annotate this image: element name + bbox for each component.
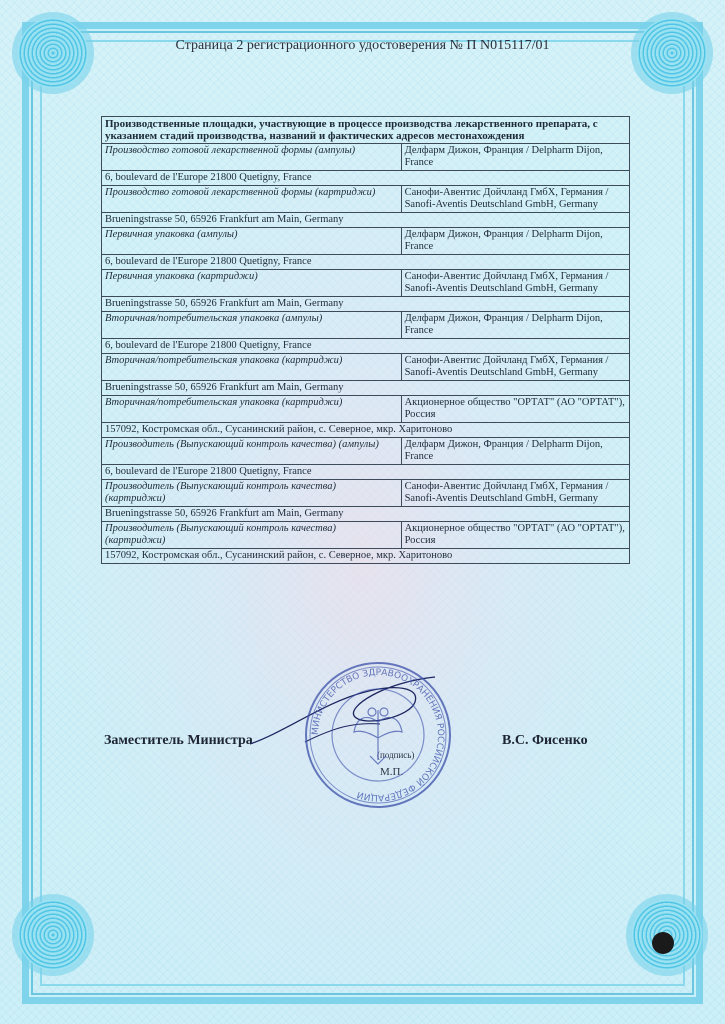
stage-cell: Производство готовой лекарственной формы (ампулы) [102, 144, 402, 171]
page-title: Страница 2 регистрационного удостоверения № П N015117/01 [175, 38, 550, 53]
organization-cell: Санофи-Авентис Дойчланд ГмбХ, Германия / Sanofi-Aventis Deutschland GmbH, Germany [401, 480, 629, 507]
address-cell: Brueningstrasse 50, 65926 Frankfurt am Main, Germany [102, 213, 630, 228]
seal-place-caption: М.П. [380, 766, 404, 778]
organization-cell: Делфарм Дижон, Франция / Delpharm Dijon, France [401, 228, 629, 255]
address-cell: Brueningstrasse 50, 65926 Frankfurt am Main, Germany [102, 297, 630, 312]
table-header-row [102, 117, 630, 144]
table-row [102, 354, 630, 381]
signatory-name: В.С. Фисенко [502, 733, 588, 748]
organization-cell: Акционерное общество "ОРТАТ" (АО "ОРТАТ"), Россия [401, 522, 629, 549]
table-header: Производственные площадки, участвующие в процессе производства лекарственного препарата, с указанием стадий производства, названий и фактических адресов местонахождения [102, 117, 630, 144]
punch-hole [652, 932, 674, 954]
address-cell: Brueningstrasse 50, 65926 Frankfurt am Main, Germany [102, 381, 630, 396]
table-row [102, 465, 630, 480]
stage-cell: Производитель (Выпускающий контроль качества) (картриджи) [102, 522, 402, 549]
eagle-emblem-icon [354, 708, 402, 764]
official-seal [298, 660, 458, 810]
signatory-position: Заместитель Министра [104, 733, 253, 748]
address-cell: 6, boulevard de l'Europe 21800 Quetigny, France [102, 339, 630, 354]
table-row [102, 255, 630, 270]
stage-cell: Вторичная/потребительская упаковка (картриджи) [102, 354, 402, 381]
organization-cell: Делфарм Дижон, Франция / Delpharm Dijon, France [401, 438, 629, 465]
table-row [102, 339, 630, 354]
table-row [102, 438, 630, 465]
table-row [102, 396, 630, 423]
address-cell: 6, boulevard de l'Europe 21800 Quetigny, France [102, 171, 630, 186]
organization-cell: Санофи-Авентис Дойчланд ГмбХ, Германия / Sanofi-Aventis Deutschland GmbH, Germany [401, 354, 629, 381]
seal-text: МИНИСТЕРСТВО ЗДРАВООХРАНЕНИЯ РОССИЙСКОЙ ФЕДЕРАЦИИ [310, 667, 446, 803]
table-row [102, 312, 630, 339]
address-cell: 157092, Костромская обл., Сусанинский район, с. Северное, мкр. Харитоново [102, 549, 630, 564]
table-row [102, 171, 630, 186]
address-cell: 6, boulevard de l'Europe 21800 Quetigny, France [102, 255, 630, 270]
table-row [102, 549, 630, 564]
table-row [102, 228, 630, 255]
stage-cell: Первичная упаковка (картриджи) [102, 270, 402, 297]
table-row [102, 480, 630, 507]
table-row [102, 270, 630, 297]
stage-cell: Производитель (Выпускающий контроль качества) (ампулы) [102, 438, 402, 465]
table-row [102, 213, 630, 228]
address-cell: Brueningstrasse 50, 65926 Frankfurt am Main, Germany [102, 507, 630, 522]
table-row [102, 186, 630, 213]
organization-cell: Санофи-Авентис Дойчланд ГмбХ, Германия / Sanofi-Aventis Deutschland GmbH, Germany [401, 186, 629, 213]
stage-cell: Вторичная/потребительская упаковка (картриджи) [102, 396, 402, 423]
rosette-ornament [18, 900, 88, 970]
table-row [102, 297, 630, 312]
stage-cell: Производитель (Выпускающий контроль качества) (картриджи) [102, 480, 402, 507]
table-row [102, 144, 630, 171]
organization-cell: Акционерное общество "ОРТАТ" (АО "ОРТАТ"), Россия [401, 396, 629, 423]
address-cell: 6, boulevard de l'Europe 21800 Quetigny, France [102, 465, 630, 480]
production-sites-table [101, 116, 630, 564]
organization-cell: Санофи-Авентис Дойчланд ГмбХ, Германия / Sanofi-Aventis Deutschland GmbH, Germany [401, 270, 629, 297]
signature-caption: (подпись) [377, 750, 415, 760]
table-row [102, 423, 630, 438]
table-row [102, 522, 630, 549]
stage-cell: Первичная упаковка (ампулы) [102, 228, 402, 255]
organization-cell: Делфарм Дижон, Франция / Delpharm Dijon, France [401, 312, 629, 339]
table-row [102, 507, 630, 522]
table-row [102, 381, 630, 396]
organization-cell: Делфарм Дижон, Франция / Delpharm Dijon, France [401, 144, 629, 171]
address-cell: 157092, Костромская обл., Сусанинский район, с. Северное, мкр. Харитоново [102, 423, 630, 438]
stage-cell: Вторичная/потребительская упаковка (ампулы) [102, 312, 402, 339]
stage-cell: Производство готовой лекарственной формы (картриджи) [102, 186, 402, 213]
